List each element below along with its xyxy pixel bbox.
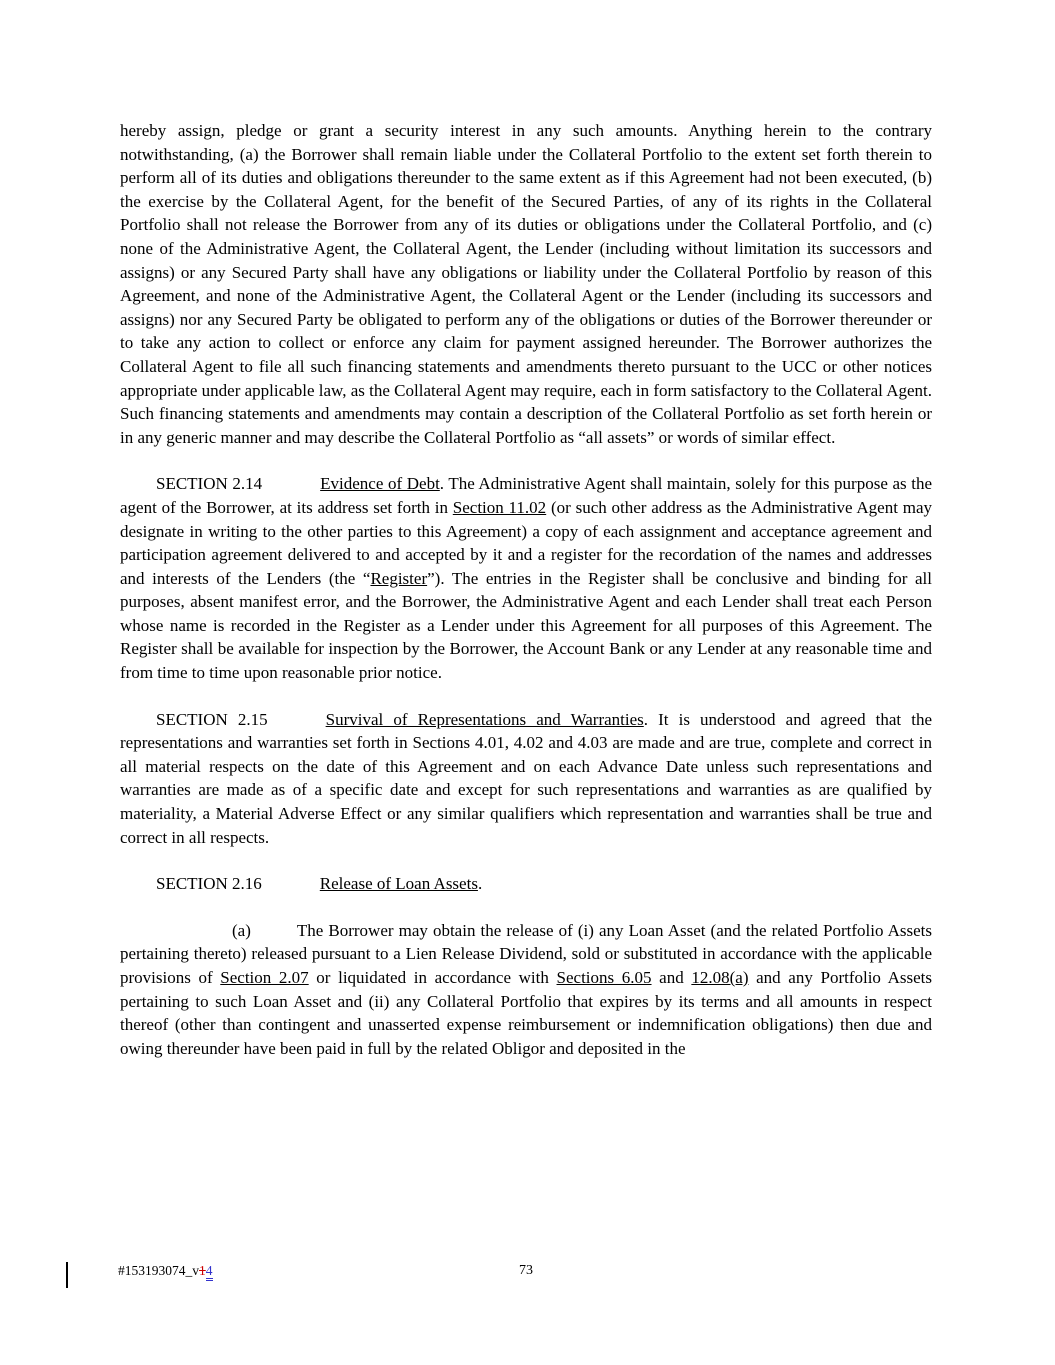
cross-reference-12-08-a: 12.08(a): [691, 968, 749, 987]
body-text-run: or liquidated in accordance with: [308, 968, 557, 987]
document-body: [120, 119, 932, 1060]
body-text-run: and any Portfolio Assets pertaining to such Loan Asset and (ii) any Collateral Portfolio that expires by its terms and all amounts in respect thereof (other than contingent and unasserted expense reimbursement or indemnification obligations) then due and owing thereunder have been paid in full by the related Obligor and deposited in the: [120, 968, 933, 1058]
doc-id-inserted-character: 4: [206, 1263, 213, 1281]
cross-reference-section-2-07: Section 2.07: [220, 968, 309, 987]
body-text-run: and: [651, 968, 692, 987]
section-2-16-heading: Release of Loan Assets: [319, 874, 478, 894]
doc-id-deleted-character: 1: [199, 1263, 206, 1278]
subsection-a-label: (a): [232, 920, 251, 940]
paragraph-2-16-a: [120, 919, 932, 1061]
section-2-16-label: SECTION 2.16: [156, 874, 262, 894]
body-text-run: The Borrower may obtain the release of (i) any Loan Asset (and the related Portfolio Assets pertaining thereto) released pursuant to a Lien Release Dividend, sold or substituted in accordance with the applicable provisions of: [120, 920, 932, 987]
cross-reference-sections-6-05: Sections 6.05: [556, 968, 652, 987]
section-2-14-heading: Evidence of Debt: [320, 474, 440, 494]
paragraph-section-2-14: [120, 472, 932, 684]
paragraph-section-2-16: [120, 872, 932, 896]
body-text-run: . It is understood and agreed that the representations and warranties set forth in Sections 4.01, 4.02 and 4.03 are made and are true, complete and correct in all material respects on the date of this Agreement and on each Advance Date unless such representations and warranties are made as of a specific date and except for such representations and warranties as are qualified by materiality, a Material Adverse Effect or any similar qualifiers which representation and warranties shall be true and correct in all respects.: [120, 709, 933, 847]
paragraph-continuation: [120, 119, 932, 449]
body-text-run: . The Administrative Agent shall maintain, solely for this purpose as the agent of the Borrower, at its address set forth in: [120, 474, 932, 517]
body-text-run: (or such other address as the Administrative Agent may designate in writing to the other parties to this Agreement) a copy of each assignment and acceptance agreement and participation agreement delivered to and accepted by it and a register for the recordation of the names and addresses and interests of the Lenders (the “: [120, 497, 932, 588]
cross-reference-section-11-02: Section 11.02: [452, 497, 547, 517]
page-number: 73: [519, 1263, 533, 1278]
paragraph-section-2-15: [120, 708, 932, 850]
body-text-run: ”). The entries in the Register shall be conclusive and binding for all purposes, absent manifest error, and the Borrower, the Administrative Agent and each Lender shall treat each Person whose name is recorded in the Register as a Lender under this Agreement for all purposes of this Agreement. The Register shall be available for inspection by the Borrower, the Account Bank or any Lender at any reasonable time and from time to time upon reasonable prior notice.: [120, 568, 932, 683]
section-2-14-label: SECTION 2.14: [156, 474, 263, 494]
revision-change-bar: [66, 1262, 68, 1288]
body-text-run: hereby assign, pledge or grant a security interest in any such amounts. Anything herein to the contrary notwithstanding, (a) the Borrower shall remain liable under the Collateral Portfolio to the extent set forth therein to perform all of its duties and obligations thereunder to the same extent as if this Agreement had not been executed, (b) the exercise by the Collateral Agent, for the benefit of the Secured Parties, of any of its rights in the Collateral Portfolio shall not release the Borrower from any of its duties or obligations under the Collateral Portfolio, and (c) none of the Administrative Agent, the Collateral Agent, the Lender (including without limitation its successors and assigns) or any Secured Party shall have any obligations or liability under the Collateral Portfolio by reason of this Agreement, and none of the Administrative Agent, the Collateral Agent or the Lender (including its successors and assigns) nor any Secured Party be obligated to perform any of the obligations or duties of the Borrower thereunder or to take any action to collect or enforce any claim for payment assigned hereunder. The Borrower authorizes the Collateral Agent to file all such financing statements and amendments thereto pursuant to the UCC or other notices appropriate under applicable law, as the Collateral Agent may require, each in form satisfactory to the Collateral Agent. Such financing statements and amendments may contain a description of the Collateral Portfolio as set forth herein or in any generic manner and may describe the Collateral Portfolio as “all assets” or words of similar effect.: [120, 121, 932, 447]
section-2-15-label: SECTION 2.15: [156, 709, 268, 729]
defined-term-register: Register: [370, 568, 428, 588]
section-2-15-heading: Survival of Representations and Warranties: [325, 709, 644, 729]
doc-id-prefix: #153193074_v: [118, 1263, 199, 1278]
body-text-run: .: [477, 874, 483, 894]
